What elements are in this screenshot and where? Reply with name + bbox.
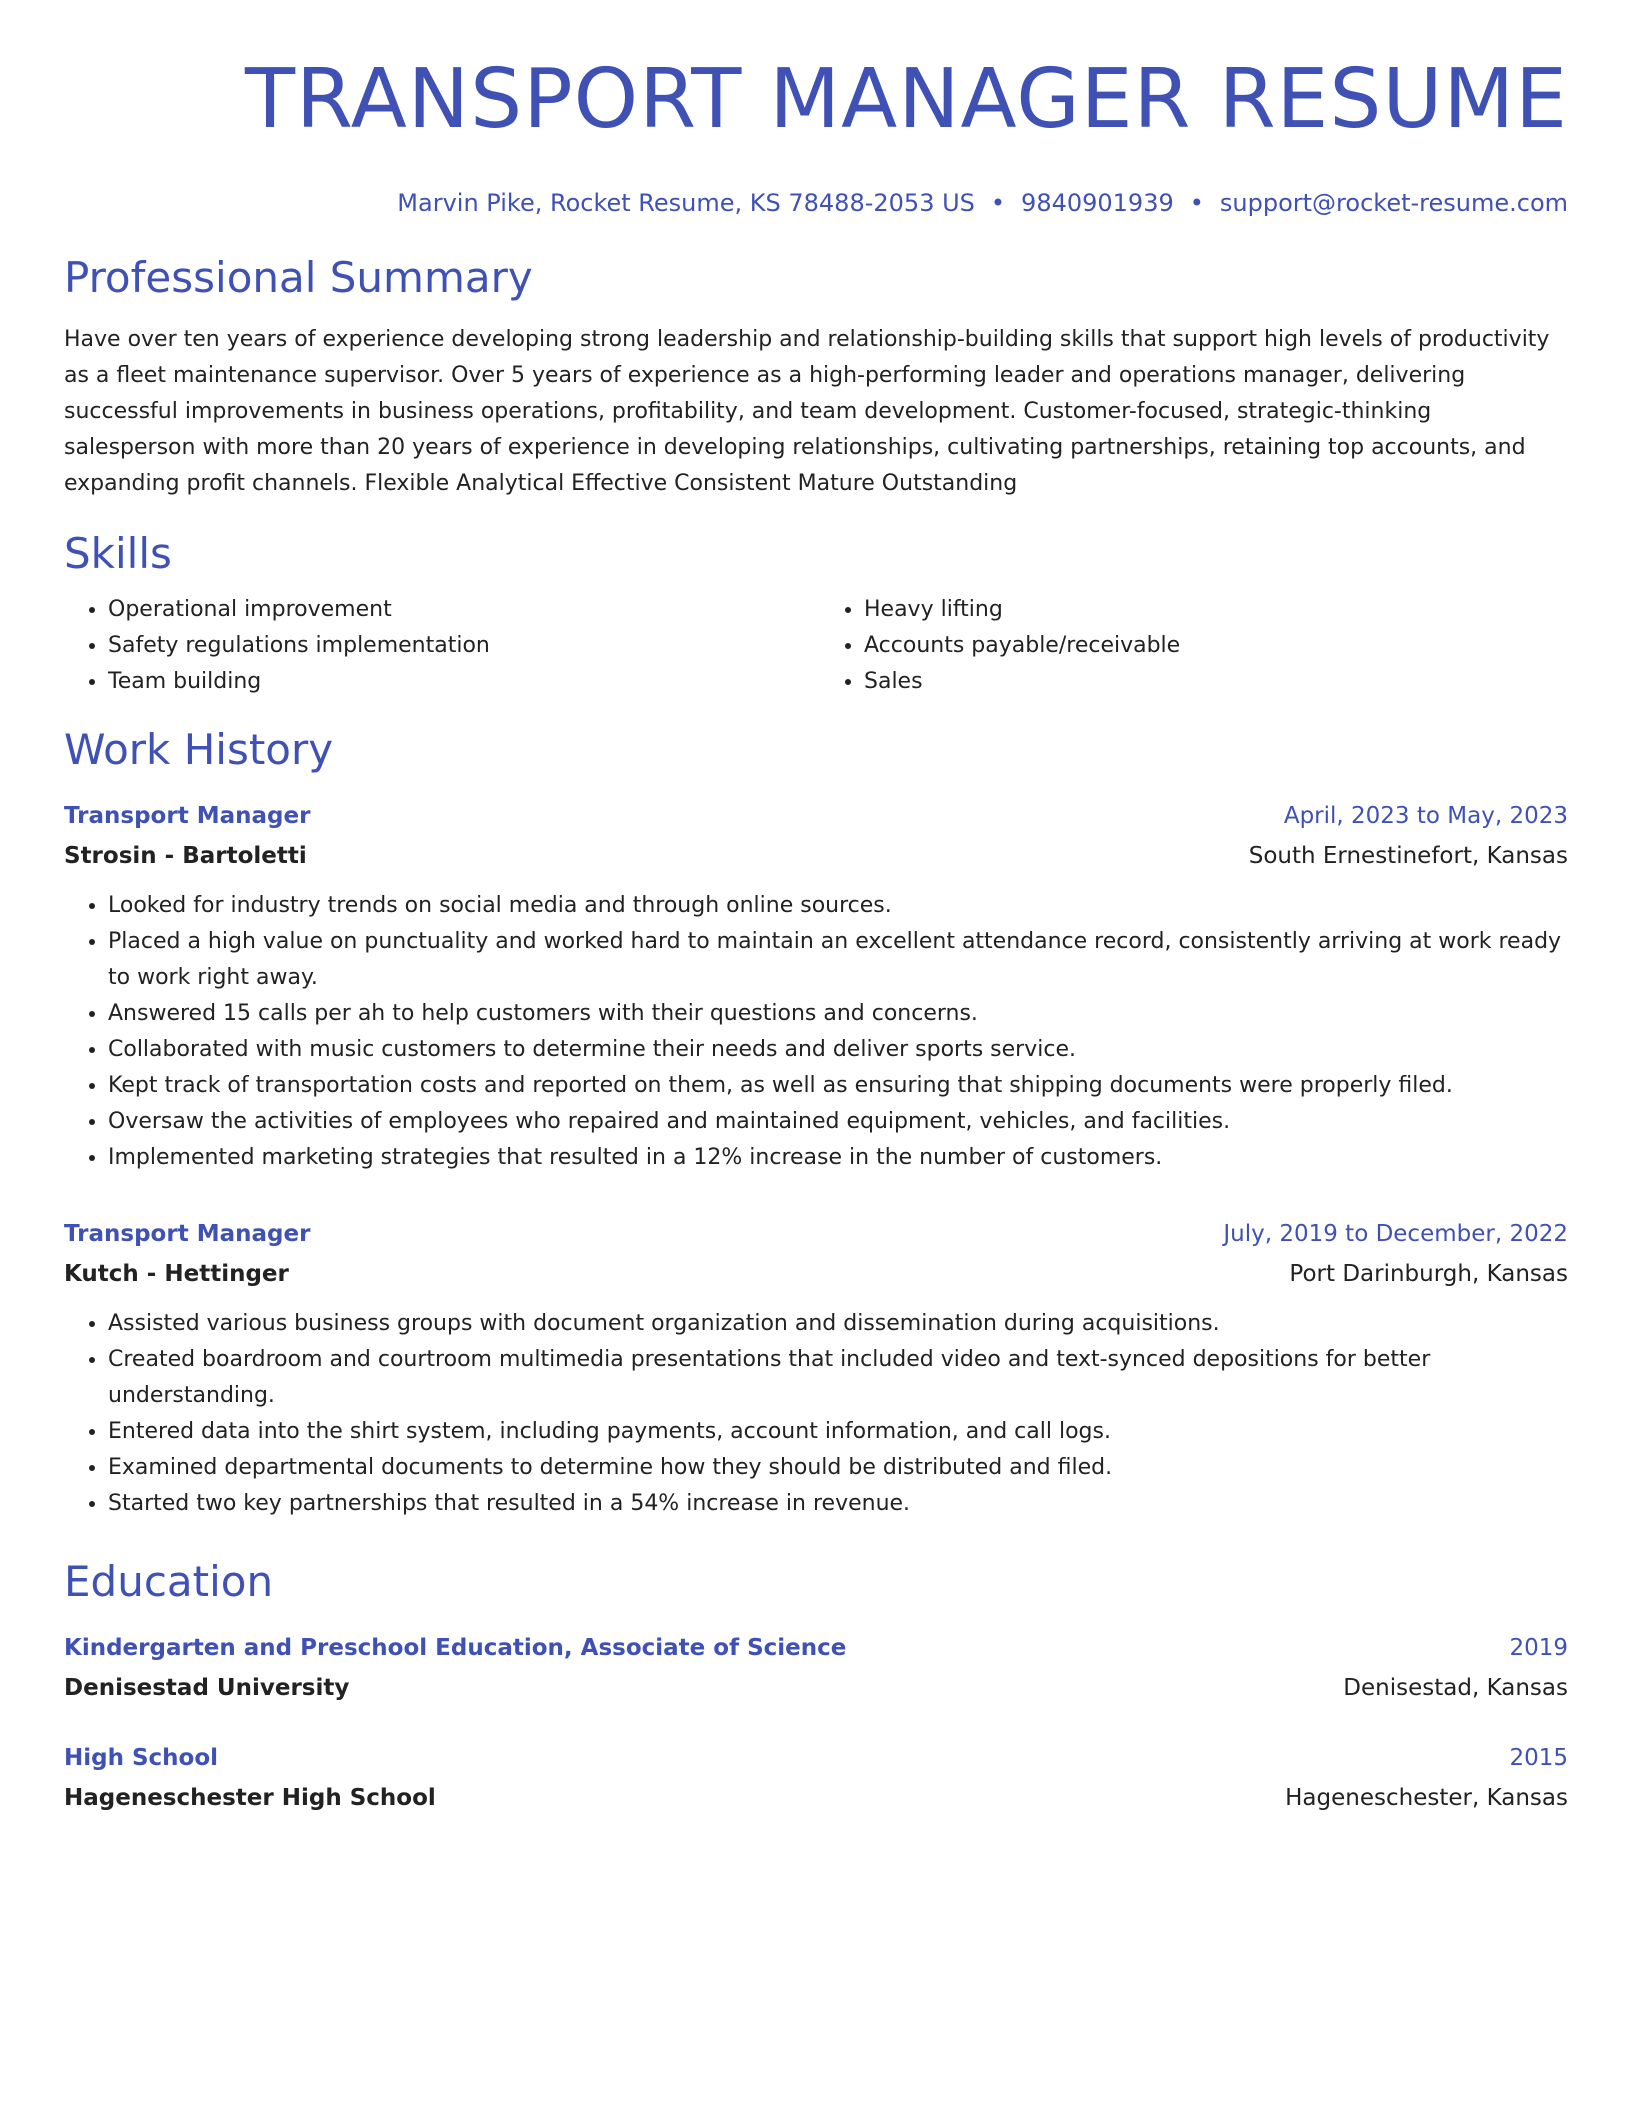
skill-item: • Sales <box>864 664 1568 700</box>
education-location: Hageneschester, Kansas <box>1285 1785 1568 1811</box>
job-dates: July, 2019 to December, 2022 <box>1223 1221 1568 1247</box>
resume-header <box>64 50 1568 218</box>
education-heading: Education <box>64 1557 274 1606</box>
skills-column-left <box>64 592 812 700</box>
job-title-row <box>64 1214 1568 1254</box>
job-entry <box>64 1214 1568 1522</box>
education-location: Denisestad, Kansas <box>1343 1675 1568 1701</box>
contact-separator: • <box>990 189 1006 217</box>
education-school-row <box>64 1778 1568 1818</box>
summary-text: Have over ten years of experience developing strong leadership and relationship-building skills that support high levels of productivity as a fleet maintenance supervisor. Over 5 years of experience as a high-performing leader and operations manager, delivering successful improvements in business operations, profitability, and team development. Customer-focused, strategic-thinking salesperson with more than 20 years of experience in developing relationships, cultivating partnerships, retaining top accounts, and expanding profit channels. Flexible Analytical Effective Consistent Mature Outstanding <box>64 327 1550 496</box>
job-company-row <box>64 1254 1568 1294</box>
skill-item: • Safety regulations implementation <box>108 628 812 664</box>
education-school-row <box>64 1668 1568 1708</box>
job-bullet: • Kept track of transportation costs and reported on them, as well as ensuring that shipping documents were properly filed. <box>108 1068 1568 1104</box>
work-history-heading: Work History <box>64 725 334 774</box>
contact-line <box>64 188 1568 218</box>
education-year: 2019 <box>1509 1635 1568 1661</box>
education-degree: Kindergarten and Preschool Education, Associate of Science <box>64 1635 847 1661</box>
skills-heading: Skills <box>64 529 172 578</box>
education-year: 2015 <box>1509 1745 1568 1771</box>
skill-item: • Operational improvement <box>108 592 812 628</box>
job-bullet: • Collaborated with music customers to determine their needs and deliver sports service. <box>108 1032 1568 1068</box>
contact-phone: 9840901939 <box>1021 189 1174 217</box>
job-bullet: • Answered 15 calls per ah to help customers with their questions and concerns. <box>108 996 1568 1032</box>
job-bullet: • Assisted various business groups with document organization and dissemination during acquisitions. <box>108 1306 1568 1342</box>
contact-address: Marvin Pike, Rocket Resume, KS 78488-2053 US <box>397 189 975 217</box>
skill-item: • Accounts payable/receivable <box>864 628 1568 664</box>
job-bullet: • Created boardroom and courtroom multimedia presentations that included video and text-synced depositions for better understanding. <box>108 1342 1568 1414</box>
skills-list <box>64 592 1568 700</box>
job-bullets <box>64 888 1568 1176</box>
job-bullet: • Examined departmental documents to determine how they should be distributed and filed. <box>108 1450 1568 1486</box>
skills-column-right <box>820 592 1568 700</box>
job-location: Port Darinburgh, Kansas <box>1289 1261 1568 1287</box>
job-title: Transport Manager <box>64 803 311 829</box>
job-company-row <box>64 836 1568 876</box>
education-entry <box>64 1628 1568 1708</box>
job-company: Strosin - Bartoletti <box>64 843 307 869</box>
job-title-row <box>64 796 1568 836</box>
job-bullet: • Placed a high value on punctuality and worked hard to maintain an excellent attendance record, consistently arriving at work ready to work right away. <box>108 924 1568 996</box>
job-location: South Ernestinefort, Kansas <box>1248 843 1568 869</box>
skill-item: • Heavy lifting <box>864 592 1568 628</box>
job-title: Transport Manager <box>64 1221 311 1247</box>
job-dates: April, 2023 to May, 2023 <box>1283 803 1568 829</box>
resume-title: TRANSPORT MANAGER RESUME <box>244 52 1568 147</box>
job-entry <box>64 796 1568 1176</box>
education-degree: High School <box>64 1745 219 1771</box>
education-degree-row <box>64 1628 1568 1668</box>
skill-item: • Team building <box>108 664 812 700</box>
job-bullet: • Looked for industry trends on social media and through online sources. <box>108 888 1568 924</box>
job-bullet: • Started two key partnerships that resulted in a 54% increase in revenue. <box>108 1486 1568 1522</box>
contact-separator: • <box>1189 189 1204 217</box>
job-company: Kutch - Hettinger <box>64 1261 289 1287</box>
contact-email: support@rocket-resume.com <box>1219 189 1568 217</box>
job-bullet: • Oversaw the activities of employees who repaired and maintained equipment, vehicles, and facilities. <box>108 1104 1568 1140</box>
education-degree-row <box>64 1738 1568 1778</box>
job-bullet: • Implemented marketing strategies that resulted in a 12% increase in the number of customers. <box>108 1140 1568 1176</box>
education-school: Hageneschester High School <box>64 1785 436 1811</box>
education-school: Denisestad University <box>64 1675 350 1701</box>
job-bullet: • Entered data into the shirt system, including payments, account information, and call logs. <box>108 1414 1568 1450</box>
summary-heading: Professional Summary <box>64 253 533 302</box>
job-bullets <box>64 1306 1568 1522</box>
education-entry <box>64 1738 1568 1818</box>
